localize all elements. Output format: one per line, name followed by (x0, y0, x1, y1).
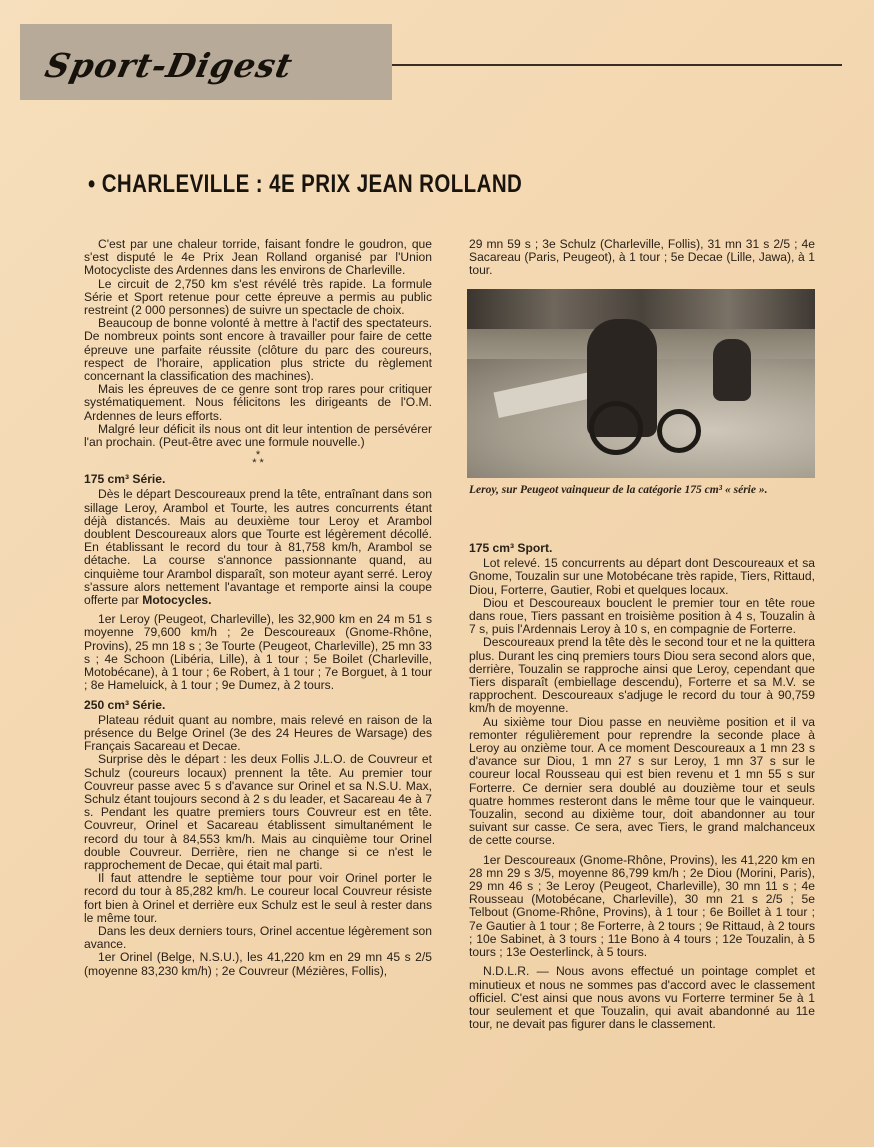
paragraph: Le circuit de 2,750 km s'est révélé très rapide. La formule Série et Sport retenue pour cette épreuve a permis au public restreint (2 000 personnes) de suivre un spectacle de choix. (84, 276, 432, 318)
section-heading-250-serie: 250 cm³ Série. (84, 697, 166, 712)
photo-wheel (589, 401, 643, 455)
right-column-continuation (469, 238, 815, 278)
paragraph: C'est par une chaleur torride, faisant fondre le goudron, que s'est disputé le 4e Prix Jean Rolland organisé par l'Union Motocycliste des Ardennes dans les environs de Charleville. (84, 237, 432, 278)
section-separator (84, 449, 432, 470)
section-heading-175-serie: 175 cm³ Série. (84, 472, 166, 487)
paragraph: Il faut attendre le septième tour pour voir Orinel porter le record du tour à 85,282 km/h. Le coureur local Couvreur résiste fort bien à Orinel et derrière eux Schulz est le seul à rester dans le même tour. (84, 871, 432, 925)
left-column (84, 238, 432, 978)
masthead-banner (20, 24, 392, 100)
masthead-rule (392, 64, 842, 66)
paragraph: Malgré leur déficit ils nous ont dit leur intention de persévérer l'an prochain. (Peut-être avec une formule nouvelle.) (84, 421, 432, 450)
paragraph: Mais les épreuves de ce genre sont trop rares pour critiquer systématiquement. Nous félicitons les dirigeants de l'O.M. Ardennes de leurs efforts. (84, 382, 432, 423)
race-photo (467, 289, 815, 478)
paragraph: Au sixième tour Diou passe en neuvième position et il va remonter régulièrement pour reprendre la seconde place à Leroy au onzième tour. A ce moment Descoureaux a 1 mn 23 s d'avance sur Diou, 1 mn 27 s sur Leroy, 1 mn 37 s sur le coureur local Rousseau qui est bien revenu et 1 mn 55 s sur Forterre. Ce dernier sera doublé au douzième tour et seuls quatre hommes resteront dans le même tour que le vainqueur. Touzalin, second au dixième tour, doit abandonner au tour suivant sur casse. Ce sera, avec Tiers, le grand malchanceux de cette course. (469, 714, 815, 848)
paragraph-bold-text: Motocycles. (142, 593, 212, 608)
editor-note: N.D.L.R. — Nous avons effectué un pointage complet et minutieux et nous ne sommes pas d'accord avec le classement officiel. C'est ainsi que nous avons vu Forterre terminer 5e à 1 tour seulement et que Touzalin, qui avait abandonné au 11e tour, ne devait pas figurer dans le classement. (469, 964, 815, 1032)
results-paragraph: 29 mn 59 s ; 3e Schulz (Charleville, Follis), 31 mn 31 s 2/5 ; 4e Sacareau (Paris, Peugeot), à 1 tour ; 5e Decae (Lille, Jawa), à 1 tour. (469, 237, 815, 278)
results-paragraph: 1er Leroy (Peugeot, Charleville), les 32,900 km en 24 m 51 s moyenne 79,600 km/h ; 2e Descoureaux (Gnome-Rhône, Provins), 25 mn 18 s ; 3e Tourte (Peugeot, Charleville), 25 mn 33 s ; 4e Schoon (Libéria, Lille), à 1 tour ; 5e Boilet (Charleville, Motobécane), à 1 tour ; 6e Robert, à 1 tour ; 7e Borguet, à 1 tour ; 8e Hameluick, à 1 tour ; 9e Dumez, à 2 tours. (84, 612, 432, 693)
photo-wheel (657, 409, 701, 453)
photo-rider-second (713, 339, 751, 401)
paragraph: Beaucoup de bonne volonté à mettre à l'actif des spectateurs. De nombreux points sont encore à travailler pour faire de cette épreuve une parfaite réussite (clôture du parc des coureurs, respect de l'horaire, application plus stricte du règlement concernant la classification des machines). (84, 316, 432, 384)
photo-caption: Leroy, sur Peugeot vainqueur de la catégorie 175 cm³ « série ». (469, 484, 768, 496)
results-paragraph: 1er Orinel (Belge, N.S.U.), les 41,220 km en 29 mn 45 s 2/5 (moyenne 83,230 km/h) ; 2e Couvreur (Mézières, Follis), (84, 950, 432, 978)
paragraph: Surprise dès le départ : les deux Follis J.L.O. de Couvreur et Schulz (coureurs locaux) prennent la tête. Au premier tour Couvreur passe avec 5 s d'avance sur Orinel et sa N.S.U. Max, Schulz étant toujours second à 2 s du leader, et Sacareau 4e à 7 s. Pendant les quatre premiers tours Couvreur est en tête. Couvreur, Orinel et Sacareau établissent simultanément le record du tour à 84,553 km/h. Mais au cinquième tour Orinel double Couvreur. Derrière, rien ne change si ce n'est le rapprochement de Decae, qui était mal parti. (84, 752, 432, 872)
paragraph: Plateau réduit quant au nombre, mais relevé en raison de la présence du Belge Orinel (3e des 24 Heures de Warsage) des Français Sacareau et Decae. (84, 712, 432, 754)
paragraph: Diou et Descoureaux bouclent le premier tour en tête roue dans roue, Tiers passant en troisième position à 4 s, Touzalin à 7 s, puis l'Ardennais Leroy à 10 s, en compagnie de Forterre. (469, 595, 815, 637)
paragraph: Lot relevé. 15 concurrents au départ dont Descoureaux et sa Gnome, Touzalin sur une Motobécane très rapide, Tiers, Rittaud, Diou, Forterre, Gautier, Robi et quelques locaux. (469, 556, 815, 597)
paragraph (84, 488, 432, 607)
masthead-title: Sport-Digest (41, 46, 297, 85)
section-heading-175-sport: 175 cm³ Sport. (469, 541, 553, 555)
paragraph: Descoureaux prend la tête dès le second tour et ne la quittera plus. Durant les cinq premiers tours Diou sera second alors que, derrière, Touzalin se rapproche ainsi que Leroy, cependant que Tiers disparaît (embiellage descendu), Forterre et sa M.V. se rapprochent. Descoureaux s'adjuge le record du tour à 90,759 km/h de moyenne. (469, 635, 815, 716)
results-paragraph: 1er Descoureaux (Gnome-Rhône, Provins), les 41,220 km en 28 mn 29 s 3/5, moyenne 86,799 km/h ; 2e Diou (Morini, Paris), 29 mn 46 s ; 3e Leroy (Peugeot, Charleville), 30 mn 11 s ; 4e Rousseau (Motobécane, Charleville), 30 mn 21 s 2/5 ; 5e Telbout (Gnome-Rhône, Provins), à 1 tour ; 6e Boillet à 1 tour ; 7e Gautier à 1 tour ; 8e Forterre, à 2 tours ; 9e Rittaud, à 2 tours ; 10e Sabinet, à 3 tours ; 11e Bono à 4 tours ; 12e Touzalin, à 5 tours ; 13e Oesterlinck, à 5 tours. (469, 852, 815, 960)
article-headline: • CHARLEVILLE : 4E PRIX JEAN ROLLAND (88, 170, 523, 198)
paragraph: Dans les deux derniers tours, Orinel accentue légèrement son avance. (84, 923, 432, 952)
right-column (469, 536, 815, 1031)
paragraph-text: Dès le départ Descoureaux prend la tête, entraînant dans son sillage Leroy, Arambol et Tourte, les autres concurrents étant déjà distancés. Mais au deuxième tour Leroy et Arambol doublent Descoureaux alors que Tourte est légèrement décollé. En établissant le record du tour à 81,758 km/h, Arambol se détache. La course s'annonce passionnante quand, au cinquième tour Arambol disparaît, son moteur ayant serré. Leroy s'assure alors nettement l'avantage et remporte ainsi la coupe offerte par (84, 487, 432, 608)
separator-stars: * * * (252, 449, 264, 470)
